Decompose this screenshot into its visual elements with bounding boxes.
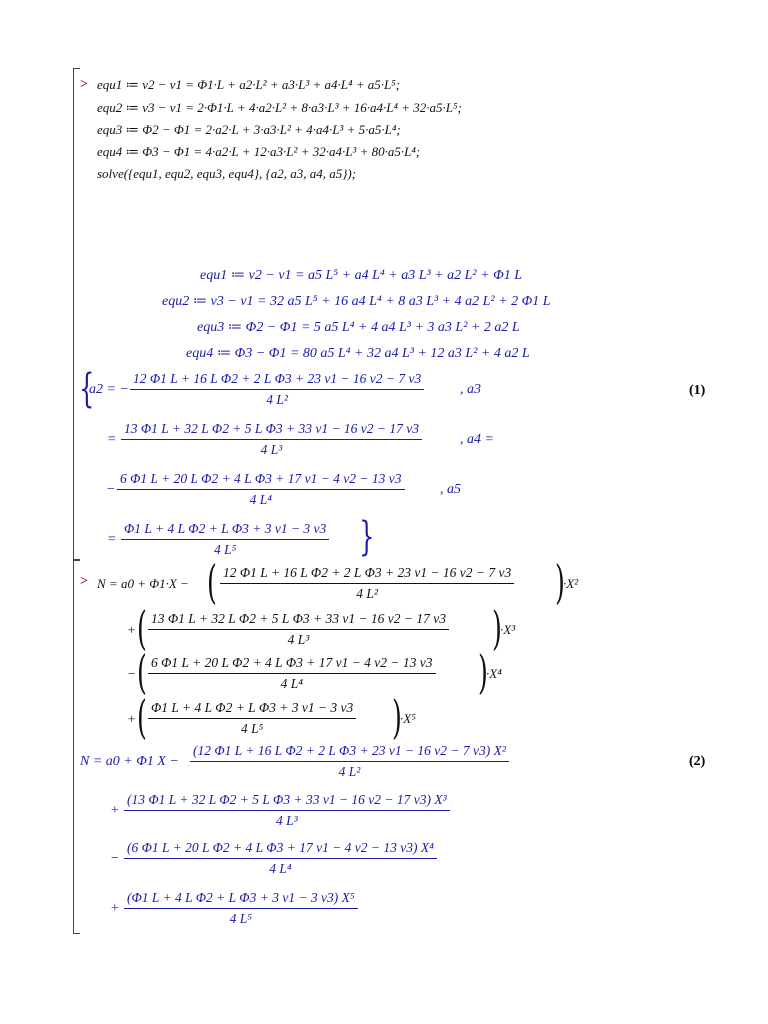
input-t2-sign: + [127, 622, 136, 637]
input-t2-numerator: 13 Φ1 L + 32 L Φ2 + 5 L Φ3 + 33 v1 − 16 v2 − 17 v3 [148, 611, 449, 630]
input-t4-denominator: 4 L⁵ [240, 721, 264, 736]
output-t1-denominator: 4 L² [338, 764, 361, 779]
output-equ2: equ2 ≔ v3 − v1 = 32 a5 L⁵ + 16 a4 L⁴ + 8 a3 L³ + 4 a2 L² + 2 Φ1 L [162, 294, 551, 309]
input-t4-open-paren: ( [137, 690, 147, 744]
output-t1-numerator: (12 Φ1 L + 16 L Φ2 + 2 L Φ3 + 23 v1 − 16 v2 − 7 v3) X² [190, 743, 509, 762]
equation-label-2: (2) [689, 754, 706, 769]
input-line-equ3[interactable]: equ3 ≔ Φ2 − Φ1 = 2·a2·L + 3·a3·L² + 4·a4·L³ + 5·a5·L⁴; [97, 122, 401, 137]
input-line-equ2[interactable]: equ2 ≔ v3 − v1 = 2·Φ1·L + 4·a2·L² + 8·a3·L³ + 16·a4·L⁴ + 32·a5·L⁵; [97, 100, 462, 115]
input-line-equ1[interactable]: equ1 ≔ v2 − v1 = Φ1·L + a2·L² + a3·L³ + a4·L⁴ + a5·L⁵; [97, 77, 401, 92]
solution-a4-fraction [117, 471, 405, 508]
solution-a2-numerator: 12 Φ1 L + 16 L Φ2 + 2 L Φ3 + 23 v1 − 16 v2 − 7 v3 [130, 371, 424, 390]
input-t1-denominator: 4 L² [356, 586, 378, 601]
execution-group-bracket-1[interactable] [73, 68, 80, 560]
output-t4-numerator: (Φ1 L + 4 L Φ2 + L Φ3 + 3 v1 − 3 v3) X⁵ [124, 890, 358, 909]
input-t1-fraction[interactable] [220, 565, 514, 602]
solution-a3-numerator: 13 Φ1 L + 32 L Φ2 + 5 L Φ3 + 33 v1 − 16 v2 − 17 v3 [121, 421, 422, 440]
output-t3-denominator: 4 L⁴ [269, 861, 292, 876]
output-t2-denominator: 4 L³ [276, 813, 298, 828]
output-t2-sign: + [110, 803, 120, 818]
output-equ3: equ3 ≔ Φ2 − Φ1 = 5 a5 L⁴ + 4 a4 L³ + 3 a3 L² + 2 a2 L [197, 320, 520, 335]
solution-a5-prefix: = [107, 532, 117, 547]
input-t1-open-paren: ( [207, 555, 217, 609]
input-t4-fraction[interactable] [148, 700, 356, 737]
output-t4-sign: + [110, 901, 120, 916]
input-t4-close-paren: ) [392, 690, 402, 744]
input-t4-power: ·X⁵ [400, 711, 416, 726]
input-t2-power: ·X³ [500, 622, 516, 637]
solution-a2-prefix: a2 = − [89, 382, 129, 397]
output-t4-denominator: 4 L⁵ [229, 911, 252, 926]
equation-label-1: (1) [689, 383, 706, 398]
input-line-equ4[interactable]: equ4 ≔ Φ3 − Φ1 = 4·a2·L + 12·a3·L² + 32·a4·L³ + 80·a5·L⁴; [97, 144, 421, 159]
solution-a3-tail: , a3 [460, 382, 481, 397]
output-t2-numerator: (13 Φ1 L + 32 L Φ2 + 5 L Φ3 + 33 v1 − 16 v2 − 17 v3) X³ [124, 792, 450, 811]
solution-a2-denominator: 4 L² [266, 392, 288, 407]
output-n-lead: N = a0 + Φ1 X − [80, 754, 179, 769]
output-t2-fraction [124, 792, 450, 829]
input-t3-numerator: 6 Φ1 L + 20 L Φ2 + 4 L Φ3 + 17 v1 − 4 v2 − 13 v3 [148, 655, 436, 674]
solution-a3-fraction [121, 421, 422, 458]
input-t3-denominator: 4 L⁴ [280, 676, 303, 691]
solution-open-brace: { [79, 366, 95, 412]
solution-a5-numerator: Φ1 L + 4 L Φ2 + L Φ3 + 3 v1 − 3 v3 [121, 521, 329, 540]
input-t1-power: ·X² [563, 576, 579, 591]
input-t3-open-paren: ( [137, 645, 147, 699]
solution-a4-tail: , a4 = [460, 432, 494, 447]
solution-close-brace: } [359, 514, 375, 560]
input-t2-close-paren: ) [492, 601, 502, 655]
input-t3-fraction[interactable] [148, 655, 436, 692]
input-t1-close-paren: ) [555, 555, 565, 609]
output-t3-sign: − [110, 851, 120, 866]
input-t4-sign: + [127, 711, 136, 726]
output-t1-fraction [190, 743, 509, 780]
output-equ4: equ4 ≔ Φ3 − Φ1 = 80 a5 L⁴ + 32 a4 L³ + 12 a3 L² + 4 a2 L [186, 346, 530, 361]
input-n-lead[interactable]: N = a0 + Φ1·X − [97, 576, 189, 591]
output-equ1: equ1 ≔ v2 − v1 = a5 L⁵ + a4 L⁴ + a3 L³ + a2 L² + Φ1 L [200, 268, 523, 283]
input-prompt-2[interactable]: > [80, 574, 88, 589]
input-t2-denominator: 4 L³ [287, 632, 310, 647]
input-t3-sign: − [127, 666, 136, 681]
solution-a2-fraction [130, 371, 424, 408]
solution-a4-denominator: 4 L⁴ [249, 492, 272, 507]
input-t2-fraction[interactable] [148, 611, 449, 648]
solution-a3-prefix: = [107, 432, 117, 447]
input-t3-power: ·X⁴ [486, 666, 502, 681]
solution-a5-fraction [121, 521, 329, 558]
solution-a4-numerator: 6 Φ1 L + 20 L Φ2 + 4 L Φ3 + 17 v1 − 4 v2 − 13 v3 [117, 471, 405, 490]
input-t1-numerator: 12 Φ1 L + 16 L Φ2 + 2 L Φ3 + 23 v1 − 16 v2 − 7 v3 [220, 565, 514, 584]
input-line-solve[interactable]: solve({equ1, equ2, equ3, equ4}, {a2, a3, a4, a5}); [97, 166, 357, 181]
output-t3-numerator: (6 Φ1 L + 20 L Φ2 + 4 L Φ3 + 17 v1 − 4 v2 − 13 v3) X⁴ [124, 840, 437, 859]
input-t2-open-paren: ( [137, 601, 147, 655]
execution-group-bracket-2[interactable] [73, 560, 80, 934]
input-prompt-1[interactable]: > [80, 77, 88, 92]
solution-a5-denominator: 4 L⁵ [213, 542, 237, 557]
input-t3-close-paren: ) [478, 645, 488, 699]
input-t4-numerator: Φ1 L + 4 L Φ2 + L Φ3 + 3 v1 − 3 v3 [148, 700, 356, 719]
output-t3-fraction [124, 840, 437, 877]
solution-a5-tail: , a5 [440, 482, 461, 497]
solution-a3-denominator: 4 L³ [260, 442, 283, 457]
output-t4-fraction [124, 890, 358, 927]
solution-a4-prefix: − [106, 482, 116, 497]
